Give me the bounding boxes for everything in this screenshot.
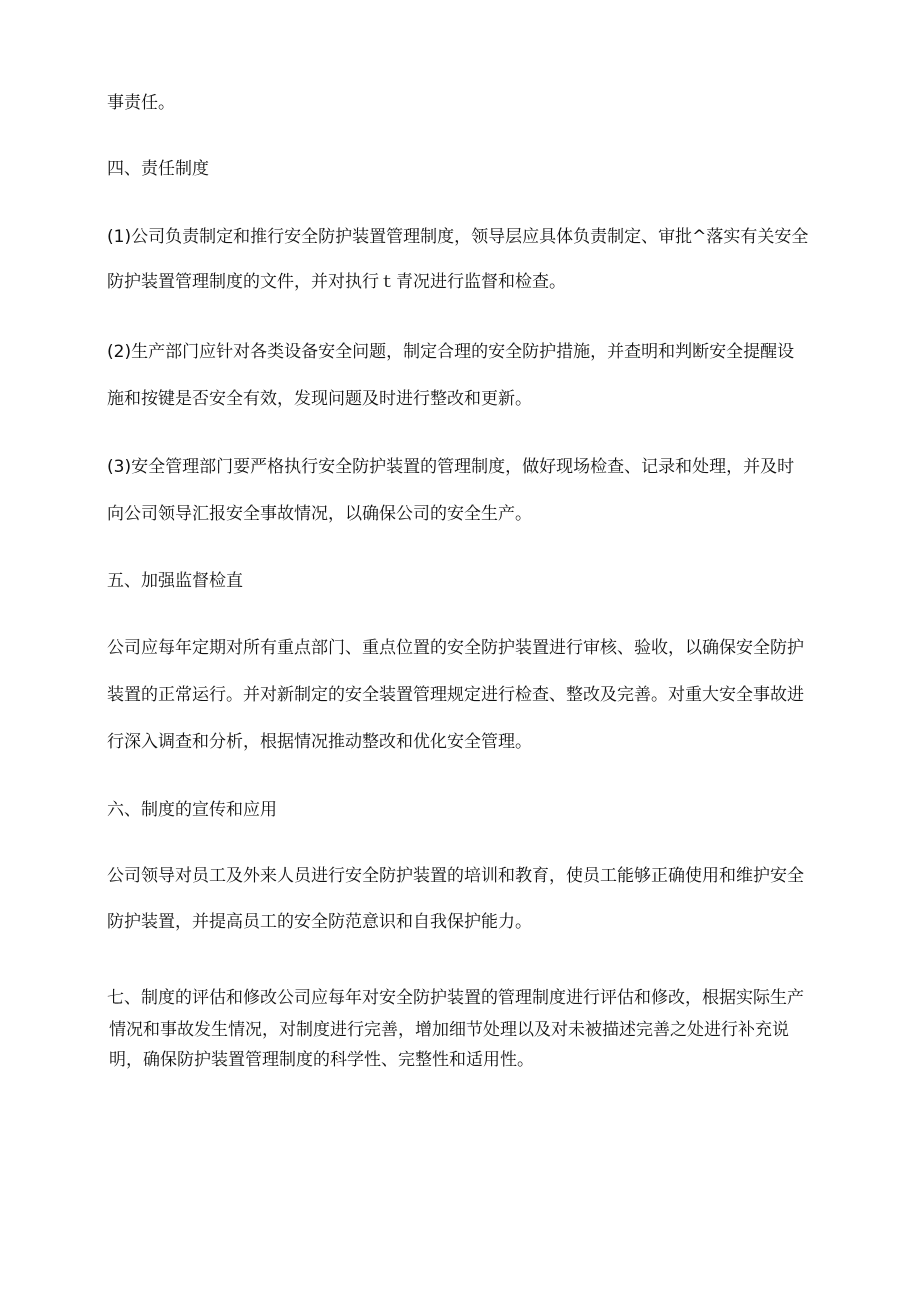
text-line-15: 防护装置，并提高员工的安全防范意识和自我保护能力。 — [107, 912, 532, 932]
text-line-10: 公司应每年定期对所有重点部门、重点位置的安全防护装置进行审核、验收，以确保安全防护 — [107, 638, 804, 658]
text-line-11: 装置的正常运行。并对新制定的安全装置管理规定进行检查、整改及完善。对重大安全事故进 — [107, 685, 804, 705]
text-line-12: 行深入调查和分析，根据情况推动整改和优化安全管理。 — [107, 732, 532, 752]
section-heading-6: 六、制度的宣传和应用 — [107, 800, 277, 820]
text-line-3: (1)公司负责制定和推行安全防护装置管理制度，领导层应具体负责制定、审批^落实有关安全 — [107, 227, 809, 247]
text-line-1: 事责任。 — [107, 93, 175, 113]
text-line-14: 公司领导对员工及外来人员进行安全防护装置的培训和教育，使员工能够正确使用和维护安全 — [107, 866, 804, 886]
text-line-17: 情况和事故发生情况，对制度进行完善，增加细节处理以及对未被描述完善之处进行补充说 — [109, 1020, 789, 1040]
section-heading-4: 四、责任制度 — [107, 159, 209, 179]
text-line-18: 明，确保防护装置管理制度的科学性、完整性和适用性。 — [109, 1050, 534, 1070]
section-heading-7: 七、制度的评估和修改公司应每年对安全防护装置的管理制度进行评估和修改，根据实际生产 — [107, 988, 804, 1008]
text-line-8: 向公司领导汇报安全事故情况，以确保公司的安全生产。 — [107, 504, 532, 524]
text-line-5: (2)生产部门应针对各类设备安全问题，制定合理的安全防护措施，并查明和判断安全提醒设 — [107, 342, 795, 362]
text-line-4: 防护装置管理制度的文件，并对执行ｔ青况进行监督和检查。 — [107, 272, 566, 292]
text-line-6: 施和按键是否安全有效，发现问题及时进行整改和更新。 — [107, 389, 532, 409]
section-heading-5: 五、加强监督检直 — [107, 571, 243, 591]
text-line-7: (3)安全管理部门要严格执行安全防护装置的管理制度，做好现场检查、记录和处理，并及时 — [107, 457, 795, 477]
